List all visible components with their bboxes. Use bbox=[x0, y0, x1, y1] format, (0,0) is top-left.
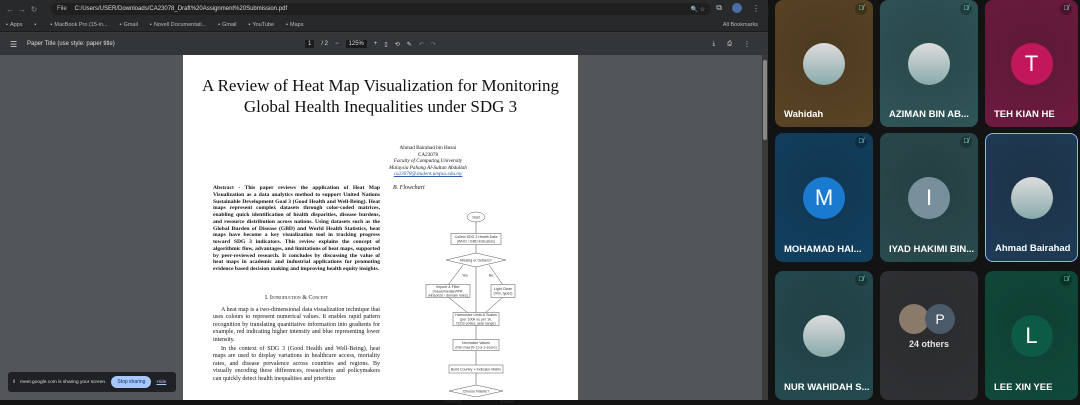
pause-icon: ‖ bbox=[13, 379, 15, 385]
bookmark-label: YouTube bbox=[252, 21, 275, 28]
email-link[interactable]: ca23078@student.umpsa.edu.my bbox=[393, 171, 463, 178]
participant-tile[interactable] bbox=[985, 133, 1078, 262]
bookmark-label: Apps bbox=[9, 21, 23, 28]
grid-icon: ▪ bbox=[34, 21, 37, 28]
participant-tile[interactable] bbox=[880, 0, 978, 127]
url-text: C:/Users/USER/Downloads/CA23078_Draft%20Assignment%20Submission.pdf bbox=[74, 6, 288, 12]
extensions-icon[interactable]: ⧉ bbox=[716, 3, 722, 12]
participant-name: Wahidah bbox=[784, 109, 824, 120]
flowchart-text: No bbox=[488, 273, 494, 278]
flowchart-text: winsorize / domain rules) bbox=[428, 293, 468, 298]
others-avatar-p: P bbox=[925, 304, 955, 334]
all-bookmarks[interactable]: All Bookmarks bbox=[722, 21, 758, 28]
novell-icon: ▪ bbox=[149, 21, 152, 28]
hide-button[interactable]: Hide bbox=[156, 379, 167, 385]
section-heading: I. Introduction & Concept bbox=[264, 295, 329, 301]
avatar-photo bbox=[1011, 177, 1053, 219]
flowchart-text: Yes bbox=[462, 273, 468, 278]
flowchart-text: Colorblind bbox=[444, 399, 462, 404]
flowchart-text: (WHO / GBD indicators) bbox=[456, 239, 496, 244]
mic-off-icon: 🎙̸ bbox=[1060, 3, 1072, 15]
avatar-initial: T bbox=[1011, 43, 1053, 85]
flowchart-text: Start bbox=[472, 215, 480, 220]
mic-off-icon: 🎙̸ bbox=[855, 274, 867, 286]
author-block bbox=[343, 145, 513, 178]
avatar-photo bbox=[803, 315, 845, 357]
flowchart-text: Build Country × Indicator Matrix bbox=[450, 367, 502, 372]
participant-name: TEH KIAN HE bbox=[994, 109, 1055, 120]
bookmark-label: Novell Documentati... bbox=[153, 21, 207, 28]
bookmark-label: Gmail bbox=[123, 21, 138, 28]
participant-name: Ahmad Bairahad bbox=[995, 243, 1071, 254]
pdf-toolbar bbox=[0, 33, 768, 55]
profile-avatar[interactable] bbox=[732, 3, 742, 13]
avatar-initial: M bbox=[803, 177, 845, 219]
participant-name: IYAD HAKIMI BIN... bbox=[889, 244, 975, 255]
pdf-page bbox=[183, 55, 578, 404]
mic-off-icon: 🎙̸ bbox=[960, 3, 972, 15]
bookmark-maps[interactable] bbox=[286, 22, 303, 28]
bookmark-apps[interactable] bbox=[6, 22, 23, 28]
paper-title: A Review of Heat Map Visualization for Monitoring Global Health Inequalities under SDG 3 bbox=[201, 76, 560, 116]
address-bar[interactable] bbox=[51, 3, 711, 15]
redo-icon[interactable]: ↷ bbox=[430, 41, 436, 48]
back-icon[interactable]: ← bbox=[6, 4, 14, 14]
mic-off-icon: 🎙̸ bbox=[855, 136, 867, 148]
flowchart-text: ISO3 codes, year range) bbox=[456, 321, 496, 326]
bookmark-youtube[interactable] bbox=[248, 22, 274, 28]
flowchart-text: Impute & Filter bbox=[436, 285, 460, 290]
page-icon: ▪ bbox=[50, 21, 53, 28]
mic-off-icon: 🎙̸ bbox=[1060, 274, 1072, 286]
abstract: Abstract - This paper reviews the application of Heat Map Visualization as a data analytics method to support United Nations Sustainable Development Goal 3 (Good Health and Well-Being). Heat maps represent complex datasets through color-coded matrices, enabling quick identification of health disparities, disease burdens, and resource distribution across nations. Using datasets such as the Global Burden of Disease (GBD) and World Health Statistics, heat maps have become a key visualization tool in tracking progress toward SDG 3 indicators. This review explains the concept of algorithmic flow, advantages, and limitations of heat maps, supported by peer-reviewed research. It concludes by discussing the value of heat maps in academic and industrial applications for promoting evidence based decision making and improving health equity insights. bbox=[213, 185, 380, 272]
share-text: meet.google.com is sharing your screen. bbox=[19, 379, 107, 385]
bookmarks-bar bbox=[0, 18, 768, 32]
flowchart-text: (mean/median/IPR, bbox=[432, 289, 464, 294]
undo-icon[interactable]: ↶ bbox=[418, 41, 424, 48]
download-icon[interactable]: ⤓ bbox=[712, 40, 716, 47]
share-banner bbox=[8, 372, 176, 392]
scrollbar[interactable] bbox=[762, 55, 768, 400]
file-chip: File bbox=[57, 6, 67, 12]
fit-page-icon[interactable]: ▯ bbox=[384, 41, 388, 48]
bookmark-label: Maps bbox=[290, 21, 304, 28]
participant-tile[interactable] bbox=[985, 0, 1078, 127]
zoom-input[interactable]: 125% bbox=[346, 40, 367, 48]
participant-tile[interactable] bbox=[775, 0, 873, 127]
participant-tile[interactable] bbox=[985, 271, 1078, 400]
paragraph: In the context of SDG 3 (Good Health and Well-Being), heat maps are used to display variations in healthcare access, mortality rates, and disease prevalence across countries and regions. By visually encoding these differences, researchers and policymakers can quickly detect health inequalities and prioritize bbox=[213, 346, 380, 382]
flowchart-arrow bbox=[448, 265, 463, 285]
apps-icon: ▪ bbox=[6, 21, 8, 28]
flowchart-arrow bbox=[448, 297, 468, 313]
bookmark-label: MacBook Pro (15-in... bbox=[54, 21, 108, 28]
stop-sharing-button[interactable]: Stop sharing bbox=[111, 376, 151, 388]
participant-tile[interactable] bbox=[775, 271, 873, 400]
bookmark-novell[interactable] bbox=[150, 22, 206, 28]
print-icon[interactable]: ⎙ bbox=[727, 40, 732, 47]
avatar-photo bbox=[803, 43, 845, 85]
more-icon[interactable]: ⋮ bbox=[744, 41, 750, 48]
bookmark-label: Gmail bbox=[222, 21, 237, 28]
browser-toolbar bbox=[0, 0, 768, 18]
flowchart-text: Light Clean bbox=[493, 287, 513, 292]
avatar-initial: I bbox=[908, 177, 950, 219]
mic-off-icon: 🎙̸ bbox=[855, 3, 867, 15]
flowchart-arrow bbox=[485, 297, 503, 313]
avatar-photo bbox=[908, 43, 950, 85]
menu-icon[interactable]: ⋮ bbox=[752, 3, 760, 13]
university: Malaysia Pahang Al-Sultan Abdullah bbox=[389, 164, 467, 171]
paragraph: A heat map is a two-dimensional data visualization technique that uses colours to represent numerical values. It enables rapid pattern recognition by translating quantitative information into gradients for example, red indicating higher intensity and blue representing lower intensity. bbox=[213, 307, 380, 343]
faculty: Faculty of Computing,University bbox=[393, 158, 463, 165]
flowchart-text: (trim, types) bbox=[493, 291, 513, 296]
youtube-icon: ▪ bbox=[248, 21, 251, 28]
flowchart-text: Choose Palette? bbox=[462, 389, 490, 394]
gmail-icon: ▪ bbox=[218, 21, 221, 28]
flowchart-text: Harmonize Units & Scales bbox=[455, 313, 497, 318]
bookmark-gmail[interactable] bbox=[218, 22, 236, 28]
zoom-star-icons[interactable]: 🔍 ☆ bbox=[690, 6, 705, 13]
zoom-out-button[interactable]: − bbox=[335, 41, 339, 47]
author-id: CA23078 bbox=[417, 151, 439, 158]
participant-tile[interactable] bbox=[880, 133, 978, 262]
flowchart-text: Standard bbox=[499, 399, 515, 404]
bookmark-grid[interactable] bbox=[35, 22, 39, 28]
maps-icon: ▪ bbox=[286, 21, 289, 28]
participant-name: NUR WAHIDAH S... bbox=[784, 382, 870, 393]
pdf-title: Paper Title (use style: paper title) bbox=[27, 41, 115, 47]
reload-icon[interactable]: ↻ bbox=[30, 4, 38, 14]
participant-name: MOHAMAD HAI... bbox=[784, 244, 862, 255]
participant-tile[interactable] bbox=[775, 133, 873, 262]
flowchart-text: Missing or Outliers? bbox=[460, 258, 492, 263]
flowchart bbox=[423, 205, 563, 405]
forward-icon[interactable]: → bbox=[18, 4, 26, 14]
page-input[interactable]: 1 bbox=[305, 40, 314, 48]
page-total: / 2 bbox=[321, 41, 329, 47]
flowchart-text: (per 100k vs per 1k, bbox=[460, 317, 492, 322]
avatar-initial: L bbox=[1011, 315, 1053, 357]
participant-tile[interactable] bbox=[880, 271, 978, 400]
flowchart-heading: B. Flowchart bbox=[393, 185, 425, 191]
bookmark-gmail[interactable] bbox=[120, 22, 138, 28]
participant-name: AZIMAN BIN AB... bbox=[889, 109, 969, 120]
flowchart-text: (min-max [0-1] or z-score) bbox=[455, 345, 497, 350]
hamburger-icon[interactable]: ☰ bbox=[10, 39, 18, 49]
others-count: 24 others bbox=[908, 339, 950, 349]
rotate-icon[interactable]: ⟲ bbox=[394, 41, 400, 48]
mic-off-icon: 🎙̸ bbox=[960, 136, 972, 148]
gmail-icon: ▪ bbox=[119, 21, 122, 28]
flowchart-text: Collect SDG 3 Health Data bbox=[454, 235, 498, 240]
participant-name: LEE XIN YEE bbox=[994, 382, 1053, 393]
author-name: Ahmad Bairahad bin Husni bbox=[399, 145, 457, 151]
bookmark-page[interactable] bbox=[50, 22, 107, 28]
annotate-icon[interactable]: ✎ bbox=[406, 41, 412, 48]
zoom-in-button[interactable]: + bbox=[373, 41, 378, 47]
flowchart-text: Normalize Values bbox=[462, 341, 490, 346]
